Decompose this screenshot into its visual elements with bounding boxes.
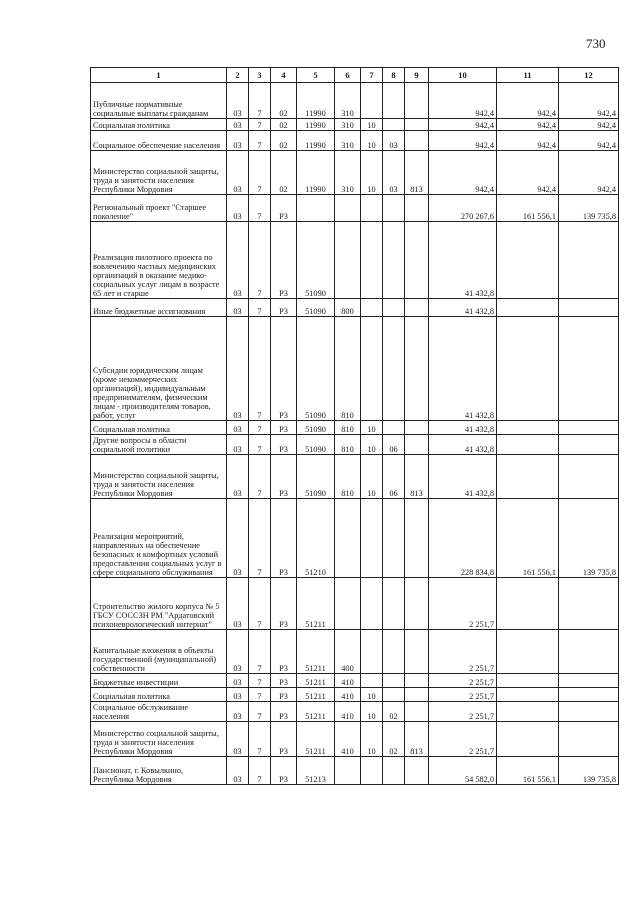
table-cell: 02 [383, 722, 405, 757]
table-cell: Социальная политика [91, 688, 227, 702]
table-cell [361, 195, 383, 222]
table-cell: 03 [227, 702, 249, 722]
table-cell: 7 [249, 299, 271, 317]
table-row [91, 702, 619, 722]
table-cell: 10 [361, 722, 383, 757]
table-cell [297, 195, 335, 222]
table-cell [405, 222, 429, 299]
table-cell: 310 [335, 151, 361, 195]
table-cell [405, 674, 429, 688]
table-cell [497, 674, 559, 688]
table-cell: 7 [249, 151, 271, 195]
table-cell: 7 [249, 435, 271, 455]
table-cell: 942,4 [429, 119, 497, 131]
table-cell: 810 [335, 317, 361, 421]
table-cell [361, 499, 383, 578]
column-header: 1 [91, 68, 227, 83]
table-row [91, 630, 619, 674]
table-cell: Региональный проект "Старшее поколение" [91, 195, 227, 222]
table-row [91, 688, 619, 702]
table-cell: 10 [361, 151, 383, 195]
table-cell: Министерство социальной защиты, труда и занятости населения Республики Мордовия [91, 455, 227, 499]
table-cell: 2 251,7 [429, 578, 497, 630]
table-cell: 161 556,1 [497, 757, 559, 785]
table-cell: 10 [361, 702, 383, 722]
table-cell: 10 [361, 119, 383, 131]
table-cell: 51211 [297, 674, 335, 688]
table-row [91, 299, 619, 317]
table-cell [335, 499, 361, 578]
table-cell [383, 299, 405, 317]
table-cell [497, 421, 559, 435]
page-number: 730 [586, 36, 606, 51]
table-cell: 41 432,8 [429, 455, 497, 499]
table-cell: 51090 [297, 317, 335, 421]
table-cell: 7 [249, 702, 271, 722]
table-cell: 813 [405, 455, 429, 499]
table-cell: 139 735,8 [559, 195, 619, 222]
table-row [91, 722, 619, 757]
table-cell: 410 [335, 674, 361, 688]
table-cell: 03 [227, 317, 249, 421]
table-cell: 7 [249, 317, 271, 421]
table-cell: 810 [335, 421, 361, 435]
table-cell [405, 119, 429, 131]
table-cell: Р3 [271, 317, 297, 421]
table-cell [335, 195, 361, 222]
table-cell: Р3 [271, 499, 297, 578]
table-cell: Р3 [271, 722, 297, 757]
table-cell [361, 630, 383, 674]
table-cell: Р3 [271, 222, 297, 299]
table-cell [405, 131, 429, 151]
column-header: 5 [297, 68, 335, 83]
table-cell: Строительство жилого корпуса № 5 ГБСУ СОССЗН РМ "Ардатовский психоневрологический интернат" [91, 578, 227, 630]
column-header: 7 [361, 68, 383, 83]
table-row [91, 455, 619, 499]
header-row [91, 68, 619, 83]
table-cell: 2 251,7 [429, 722, 497, 757]
table-cell: 51090 [297, 421, 335, 435]
table-cell: 7 [249, 499, 271, 578]
table-cell [383, 578, 405, 630]
table-cell: 51211 [297, 630, 335, 674]
table-cell [559, 688, 619, 702]
table-cell: 03 [227, 674, 249, 688]
table-cell [383, 222, 405, 299]
table-cell: 813 [405, 151, 429, 195]
table-cell: 06 [383, 455, 405, 499]
column-header: 11 [497, 68, 559, 83]
table-cell: 51210 [297, 499, 335, 578]
table-cell: 11990 [297, 83, 335, 119]
table-cell: 7 [249, 222, 271, 299]
table-cell [383, 674, 405, 688]
table-cell: 10 [361, 131, 383, 151]
table-cell [383, 421, 405, 435]
table-cell [497, 722, 559, 757]
table-cell: 310 [335, 119, 361, 131]
table-cell: 228 834,8 [429, 499, 497, 578]
table-cell: 942,4 [497, 151, 559, 195]
table-cell: 03 [227, 83, 249, 119]
table-cell: 942,4 [559, 151, 619, 195]
table-cell [405, 688, 429, 702]
table-cell [405, 630, 429, 674]
table-cell: Социальная политика [91, 119, 227, 131]
table-cell [559, 317, 619, 421]
table-cell: 10 [361, 455, 383, 499]
table-row [91, 578, 619, 630]
table-cell [559, 578, 619, 630]
table-cell: 03 [383, 151, 405, 195]
table-cell [361, 83, 383, 119]
table-cell [361, 317, 383, 421]
table-cell: Министерство социальной защиты, труда и занятости населения Республики Мордовия [91, 151, 227, 195]
table-cell: Социальное обеспечение населения [91, 131, 227, 151]
table-cell [405, 421, 429, 435]
table-cell: Министерство социальной защиты, труда и занятости населения Республики Мордовия [91, 722, 227, 757]
table-cell: 02 [383, 702, 405, 722]
table-cell: Р3 [271, 757, 297, 785]
table-cell: Р3 [271, 421, 297, 435]
budget-table [90, 67, 619, 785]
table-cell: 810 [335, 455, 361, 499]
table-row [91, 83, 619, 119]
table-cell [361, 222, 383, 299]
table-cell: Р3 [271, 195, 297, 222]
table-cell [497, 435, 559, 455]
table-cell [383, 317, 405, 421]
table-cell [335, 757, 361, 785]
table-cell: 51211 [297, 702, 335, 722]
table-cell: 410 [335, 722, 361, 757]
table-cell [383, 757, 405, 785]
table-cell [405, 578, 429, 630]
table-body [91, 83, 619, 785]
table-cell: Реализация мероприятий, направленных на обеспечение безопасных и комфортных условий предоставления социальных услуг в сфере социального обслуживания [91, 499, 227, 578]
table-cell: Р3 [271, 435, 297, 455]
table-cell: 02 [271, 131, 297, 151]
table-cell [497, 688, 559, 702]
table-cell: 03 [227, 299, 249, 317]
table-cell: 10 [361, 435, 383, 455]
table-cell: 2 251,7 [429, 674, 497, 688]
table-cell: 139 735,8 [559, 499, 619, 578]
table-cell [405, 83, 429, 119]
table-cell: 03 [227, 119, 249, 131]
table-cell [383, 499, 405, 578]
table-cell: 03 [227, 195, 249, 222]
table-cell [559, 435, 619, 455]
table-cell: 02 [271, 83, 297, 119]
table-cell: 10 [361, 688, 383, 702]
table-cell: 51090 [297, 455, 335, 499]
table-cell: 942,4 [429, 83, 497, 119]
table-row [91, 151, 619, 195]
table-cell [335, 578, 361, 630]
table-row [91, 119, 619, 131]
table-cell: 03 [383, 131, 405, 151]
table-cell [383, 119, 405, 131]
table-cell: Р3 [271, 688, 297, 702]
table-cell: 03 [227, 131, 249, 151]
table-cell [497, 702, 559, 722]
table-cell: 06 [383, 435, 405, 455]
table-cell [335, 222, 361, 299]
table-cell: 942,4 [429, 151, 497, 195]
table-cell: 942,4 [559, 131, 619, 151]
table-cell: 800 [335, 299, 361, 317]
table-cell: Социальное обслуживание населения [91, 702, 227, 722]
table-cell: 7 [249, 674, 271, 688]
table-cell: Р3 [271, 578, 297, 630]
table-cell: 51090 [297, 222, 335, 299]
table-cell [361, 299, 383, 317]
table-cell [497, 299, 559, 317]
table-cell: 310 [335, 83, 361, 119]
table-cell: 51211 [297, 722, 335, 757]
table-row [91, 222, 619, 299]
column-header: 9 [405, 68, 429, 83]
column-header: 12 [559, 68, 619, 83]
table-cell: 03 [227, 435, 249, 455]
table-cell: Субсидии юридическим лицам (кроме некоммерческих организаций), индивидуальным предпринимателям, физическим лицам - производителям товаров, работ, услуг [91, 317, 227, 421]
table-cell: 41 432,8 [429, 317, 497, 421]
table-cell: 7 [249, 722, 271, 757]
table-cell: 2 251,7 [429, 688, 497, 702]
table-cell: 7 [249, 578, 271, 630]
table-cell: 7 [249, 757, 271, 785]
column-header: 4 [271, 68, 297, 83]
table-cell: 942,4 [429, 131, 497, 151]
table-row [91, 757, 619, 785]
table-cell [497, 630, 559, 674]
table-cell [383, 630, 405, 674]
table-cell: 139 735,8 [559, 757, 619, 785]
table-cell: 270 267,6 [429, 195, 497, 222]
table-cell: 161 556,1 [497, 195, 559, 222]
table-cell: 51211 [297, 578, 335, 630]
table-cell [405, 757, 429, 785]
table-cell: 03 [227, 222, 249, 299]
table-cell: 41 432,8 [429, 421, 497, 435]
table-cell [559, 722, 619, 757]
table-cell [361, 757, 383, 785]
column-header: 2 [227, 68, 249, 83]
table-cell [383, 83, 405, 119]
table-cell: Р3 [271, 455, 297, 499]
table-cell: 51213 [297, 757, 335, 785]
table-cell [559, 222, 619, 299]
table-cell [383, 688, 405, 702]
table-cell: 942,4 [497, 83, 559, 119]
table-cell: 942,4 [497, 119, 559, 131]
table-cell: 813 [405, 722, 429, 757]
table-cell: Капитальные вложения в объекты государственной (муниципальной) собственности [91, 630, 227, 674]
table-cell: 51211 [297, 688, 335, 702]
table-cell [361, 578, 383, 630]
table-cell: 410 [335, 688, 361, 702]
table-cell: 7 [249, 421, 271, 435]
table-cell: 942,4 [559, 83, 619, 119]
table-cell: 03 [227, 578, 249, 630]
table-cell: 7 [249, 195, 271, 222]
table-cell: 10 [361, 421, 383, 435]
table-cell: 942,4 [497, 131, 559, 151]
table-row [91, 674, 619, 688]
table-cell: Бюджетные инвестиции [91, 674, 227, 688]
table-cell: 7 [249, 630, 271, 674]
table-cell [383, 195, 405, 222]
table-cell: 02 [271, 119, 297, 131]
table-cell: Публичные нормативные социальные выплаты гражданам [91, 83, 227, 119]
table-cell: 7 [249, 131, 271, 151]
table-cell [559, 674, 619, 688]
table-cell: Реализация пилотного проекта по вовлечению частных медицинских организаций в оказание медико-социальных услуг лицам в возрасте 65 лет и старше [91, 222, 227, 299]
table-cell: Р3 [271, 299, 297, 317]
column-header: 3 [249, 68, 271, 83]
table-cell: 41 432,8 [429, 299, 497, 317]
table-cell: 03 [227, 630, 249, 674]
table-cell [497, 455, 559, 499]
table-cell [405, 702, 429, 722]
table-cell [497, 317, 559, 421]
table-cell [559, 421, 619, 435]
table-row [91, 317, 619, 421]
table-cell [559, 455, 619, 499]
table-cell [559, 299, 619, 317]
table-cell: 03 [227, 151, 249, 195]
table-cell: 41 432,8 [429, 435, 497, 455]
table-cell: 11990 [297, 131, 335, 151]
table-cell: 7 [249, 119, 271, 131]
table-cell: 03 [227, 722, 249, 757]
column-header: 10 [429, 68, 497, 83]
table-cell: 810 [335, 435, 361, 455]
table-cell: Другие вопросы в области социальной политики [91, 435, 227, 455]
table-row [91, 131, 619, 151]
table-cell: 03 [227, 421, 249, 435]
table-row [91, 499, 619, 578]
table-row [91, 421, 619, 435]
table-cell: 7 [249, 688, 271, 702]
table-cell: 03 [227, 688, 249, 702]
table-cell: Р3 [271, 630, 297, 674]
table-cell [405, 299, 429, 317]
table-cell: 03 [227, 757, 249, 785]
table-cell: Р3 [271, 702, 297, 722]
table-cell [361, 674, 383, 688]
table-cell: 942,4 [559, 119, 619, 131]
table-cell: 2 251,7 [429, 702, 497, 722]
table-cell: 2 251,7 [429, 630, 497, 674]
table-cell [497, 222, 559, 299]
table-cell: 161 556,1 [497, 499, 559, 578]
table-cell [405, 195, 429, 222]
table-row [91, 435, 619, 455]
table-cell [405, 317, 429, 421]
table-cell [497, 578, 559, 630]
table-cell: 11990 [297, 151, 335, 195]
table-cell: 400 [335, 630, 361, 674]
table-cell: Р3 [271, 674, 297, 688]
table-cell: Пансионат, г. Ковылкино, Республика Мордовия [91, 757, 227, 785]
table-cell [405, 435, 429, 455]
table-cell [559, 630, 619, 674]
table-cell: Социальная политика [91, 421, 227, 435]
table-cell [405, 499, 429, 578]
table-cell: 51090 [297, 299, 335, 317]
table-cell: 03 [227, 499, 249, 578]
table-row [91, 195, 619, 222]
table-cell: 03 [227, 455, 249, 499]
table-cell: 310 [335, 131, 361, 151]
table-cell: Иные бюджетные ассигнования [91, 299, 227, 317]
table-cell: 11990 [297, 119, 335, 131]
table-cell: 7 [249, 455, 271, 499]
table-cell: 02 [271, 151, 297, 195]
table-cell: 7 [249, 83, 271, 119]
table-cell: 41 432,8 [429, 222, 497, 299]
table-cell [559, 702, 619, 722]
column-header: 6 [335, 68, 361, 83]
column-header: 8 [383, 68, 405, 83]
table-cell: 410 [335, 702, 361, 722]
table-cell: 51090 [297, 435, 335, 455]
table-cell: 54 582,0 [429, 757, 497, 785]
